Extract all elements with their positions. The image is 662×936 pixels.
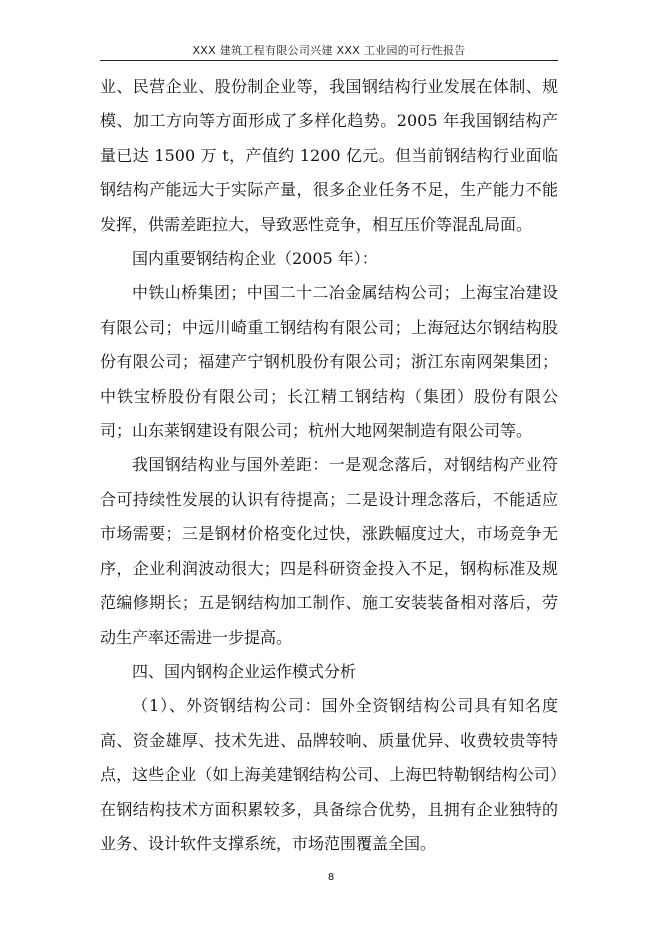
running-header: XXX 建筑工程有限公司兴建 XXX 工业园的可行性报告 — [192, 44, 466, 57]
paragraph-gap-with-abroad: 我国钢结构业与国外差距：一是观念落后，对钢结构产业符合可持续性发展的认识有待提高；二是设计理念落后，不能适应市场需要；三是钢材价格变化过快，涨跌幅度过大，市场竞争无序，企业利润波动很大；四是科研资金投入不足，钢构标准及规范编修期长；五是钢结构加工制作、施工安装装备相对落后，劳动生产率还需进一步提高。 — [100, 455, 558, 647]
paragraph-enterprise-list: 中铁山桥集团；中国二十二冶金属结构公司；上海宝冶建设有限公司；中远川崎重工钢结构有限公司；上海冠达尔钢结构股份有限公司；福建产宁钢机股份有限公司；浙江东南网架集团；中铁宝桥股份有限公司；长江精工钢结构（集团）股份有限公司；山东莱钢建设有限公司；杭州大地网架制造有限公司等。 — [100, 283, 558, 441]
document-body — [100, 70, 558, 861]
paragraph-key-enterprises-heading: 国内重要钢结构企业（2005 年）： — [132, 249, 378, 269]
page-number: 8 — [327, 872, 335, 883]
section-heading-operation-modes: 四、国内钢构企业运作模式分析 — [132, 661, 357, 681]
paragraph-industry-overview: 业、民营企业、股份制企业等，我国钢结构行业发展在体制、规模、加工方向等方面形成了多样化趋势。2005 年我国钢结构产量已达 1500 万 t，产值约 1200 亿元。但当前钢结构行业面临钢结构产能远大于实际产量，很多企业任务不足，生产能力不能发挥，供需差距拉大，导致恶性竞争，相互压价等混乱局面。 — [100, 77, 558, 234]
paragraph-foreign-steel-companies: （1）、外资钢结构公司：国外全资钢结构公司具有知名度高、资金雄厚、技术先进、品牌较响、质量优异、收费较贵等特点，这些企业（如上海美建钢结构公司、上海巴特勒钢结构公司）在钢结构技术方面积累较多，具备综合优势，且拥有企业独特的业务、设计软件支撑系统，市场范围覆盖全国。 — [100, 696, 558, 853]
header-divider — [100, 60, 558, 61]
